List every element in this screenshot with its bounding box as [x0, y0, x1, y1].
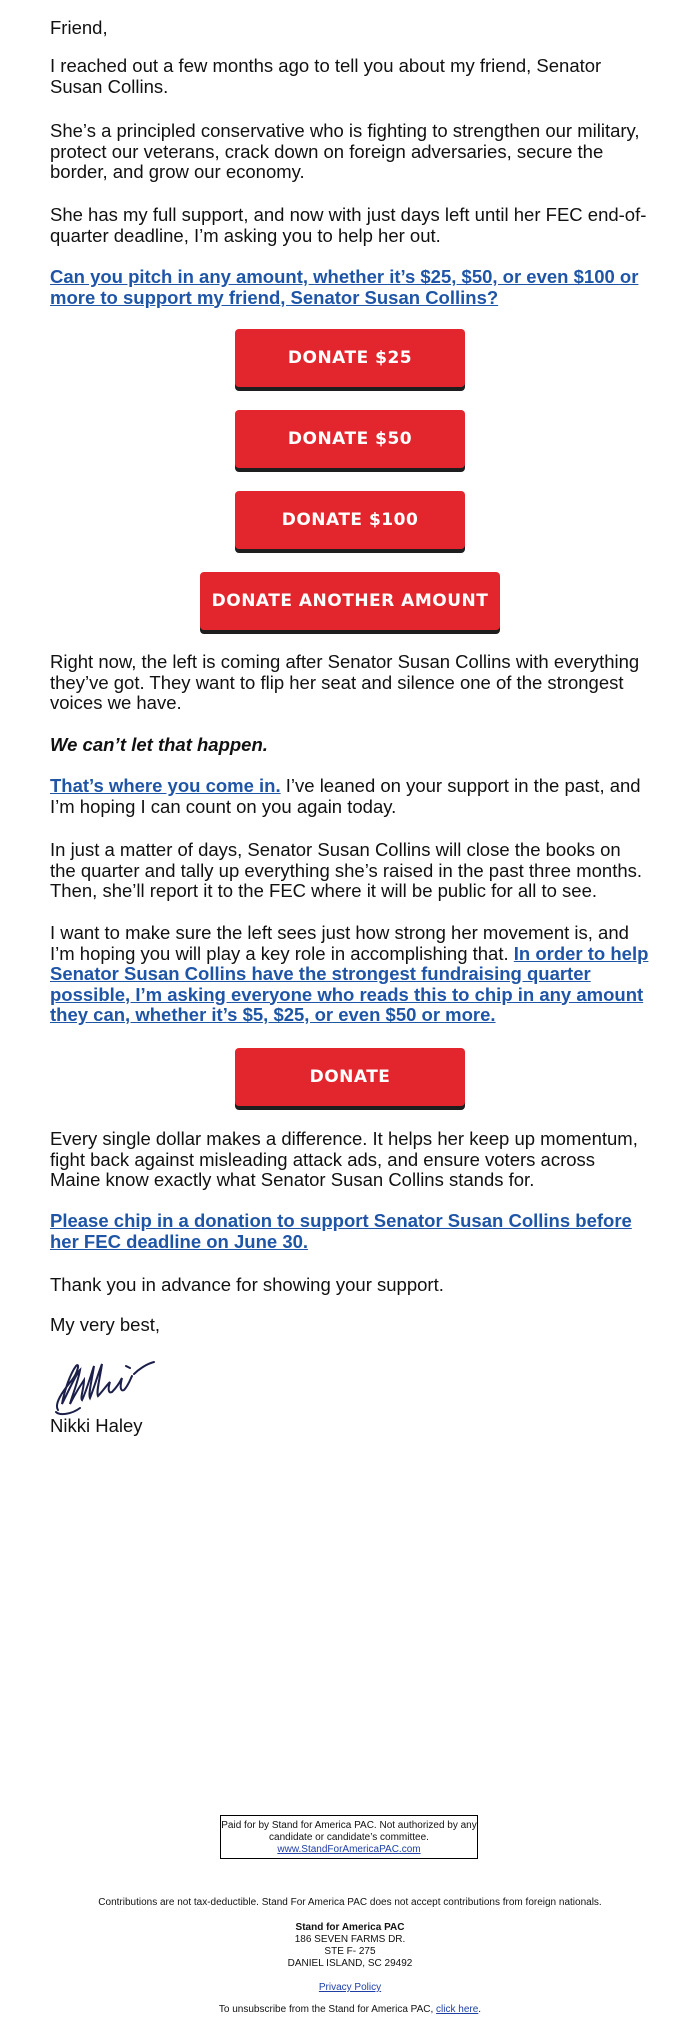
- donate-50-button[interactable]: DONATE $50: [235, 410, 465, 468]
- paid-for-text: Paid for by Stand for America PAC. Not authorized by any candidate or candidate’s committee.: [221, 1820, 477, 1843]
- address-line-1: 186 SEVEN FARMS DR.: [294, 1934, 406, 1945]
- paragraph-7: [50, 923, 650, 1026]
- donate-another-amount-button[interactable]: DONATE ANOTHER AMOUNT: [200, 572, 500, 630]
- org-name: Stand for America PAC: [295, 1922, 405, 1933]
- where-you-come-in-link[interactable]: That’s where you come in.: [50, 775, 281, 796]
- privacy-policy-link[interactable]: Privacy Policy: [318, 1982, 382, 1993]
- signature-image: [50, 1352, 170, 1417]
- website-link[interactable]: www.StandForAmericaPAC.com: [277, 1844, 421, 1855]
- address-line-2: STE F- 275: [324, 1946, 376, 1957]
- emphasis-line: We can’t let that happen.: [50, 734, 268, 755]
- donate-button[interactable]: DONATE: [235, 1048, 465, 1106]
- unsubscribe-text: To unsubscribe from the Stand for America PAC,: [218, 2004, 437, 2015]
- unsubscribe-end: .: [478, 2004, 482, 2015]
- paragraph-3: She has my full support, and now with just days left until her FEC end-of-quarter deadline, I’m asking you to help her out.: [50, 204, 647, 246]
- closing-line: My very best,: [50, 1314, 160, 1335]
- fundraising-quarter-link[interactable]: In order to help Senator Susan Collins have the strongest fundraising quarter possible, I’m asking everyone who reads this to chip in any amount they can, whether it’s $5, $25, or even $50 or more.: [50, 942, 649, 1025]
- signer-name: Nikki Haley: [50, 1415, 143, 1436]
- unsubscribe-link[interactable]: click here: [436, 2004, 479, 2015]
- unsubscribe-row: [0, 2004, 700, 2016]
- greeting: Friend,: [50, 17, 108, 38]
- thanks-line: Thank you in advance for showing your support.: [50, 1274, 444, 1295]
- paragraph-5-text: I’ve leaned on your support in the past, and I’m hoping I can count on you again today.: [50, 775, 641, 817]
- paragraph-6: In just a matter of days, Senator Susan Collins will close the books on the quarter and tally up everything she’s raised in the past three months. Then, she’ll report it to the FEC where it will be public for all to see.: [50, 839, 643, 901]
- fec-deadline-link[interactable]: Please chip in a donation to support Senator Susan Collins before her FEC deadline on June 30.: [50, 1210, 632, 1252]
- donate-100-button[interactable]: DONATE $100: [235, 491, 465, 549]
- paragraph-1: I reached out a few months ago to tell you about my friend, Senator Susan Collins.: [50, 55, 602, 97]
- privacy-row: [0, 1982, 700, 1994]
- paragraph-8: Every single dollar makes a difference. It helps her keep up momentum, fight back against misleading attack ads, and ensure voters across Maine know exactly what Senator Susan Collins stands for.: [50, 1128, 638, 1190]
- tax-note: Contributions are not tax-deductible. Stand For America PAC does not accept contributions from foreign nationals.: [98, 1897, 602, 1908]
- address-line-3: DANIEL ISLAND, SC 29492: [287, 1958, 413, 1969]
- paragraph-2: She’s a principled conservative who is fighting to strengthen our military, protect our veterans, crack down on foreign adversaries, secure the border, and grow our economy.: [50, 120, 640, 182]
- donate-25-button[interactable]: DONATE $25: [235, 329, 465, 387]
- paragraph-4: Right now, the left is coming after Senator Susan Collins with everything they’ve got. They want to flip her seat and silence one of the strongest voices we have.: [50, 651, 640, 713]
- paid-for-disclaimer-box: [220, 1815, 478, 1859]
- paragraph-7-text: I want to make sure the left sees just how strong her movement is, and I’m hoping you will play a key role in accomplishing that.: [50, 922, 629, 964]
- donation-ask-link[interactable]: Can you pitch in any amount, whether it’s $25, $50, or even $100 or more to support my friend, Senator Susan Collins?: [50, 266, 639, 308]
- paragraph-5: [50, 776, 650, 817]
